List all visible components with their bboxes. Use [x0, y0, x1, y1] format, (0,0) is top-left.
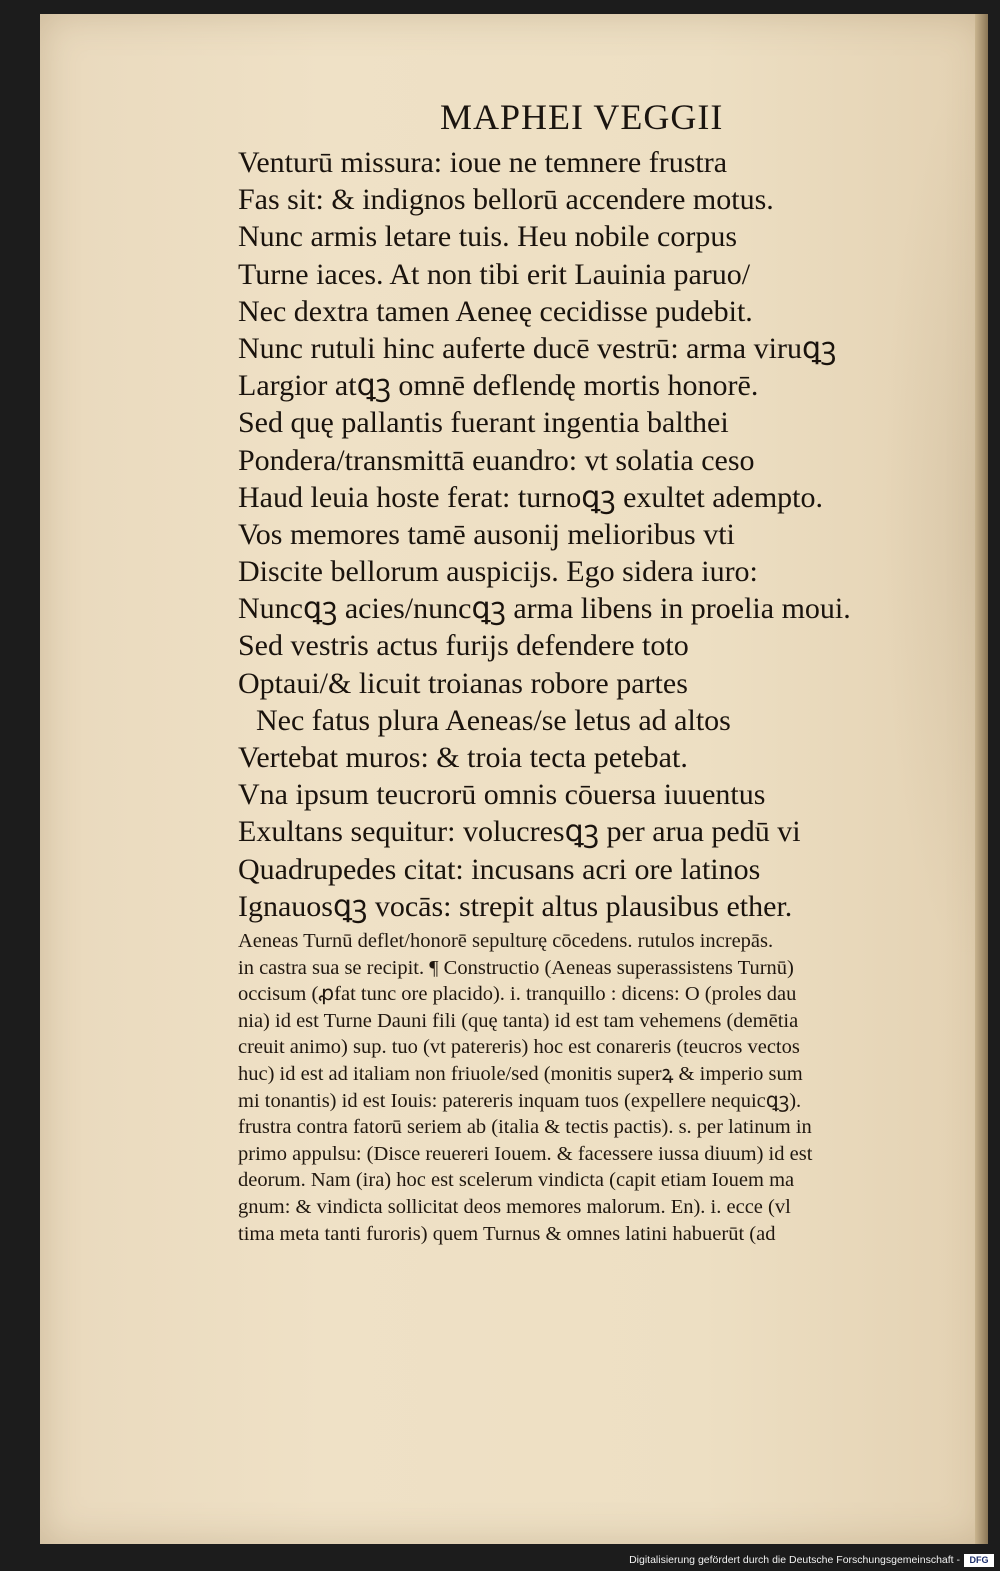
commentary-line: primo appulsu: (Disce reuereri Iouem. & facessere iussa diuum) id est — [238, 1142, 813, 1165]
commentary-line: frustra contra fatorū seriem ab (italia & tectis pactis). s. per latinum in — [238, 1116, 812, 1139]
commentary-line: mi tonantis) id est Iouis: patereris inquam tuos (expellere nequicꝗꝫ). — [238, 1089, 802, 1112]
verse-line: Sed quę pallantis fuerant ingentia balthei — [238, 406, 729, 440]
page-edge — [975, 14, 988, 1544]
commentary-line: deorum. Nam (ira) hoc est scelerum vindicta (capit etiam Iouem ma — [238, 1169, 795, 1192]
verse-line: Ignauosꝗꝫ vocās: strepit altus plausibus ether. — [238, 889, 793, 923]
verse-line: Quadrupedes citat: incusans acri ore latinos — [238, 852, 761, 886]
verse-line: Haud leuia hoste ferat: turnoꝗꝫ exultet adempto. — [238, 480, 824, 514]
verse-text-block — [238, 144, 938, 925]
dfg-logo: DFG — [964, 1554, 994, 1567]
commentary-line: gnum: & vindicta sollicitat deos memores malorum. En). i. ecce (vl — [238, 1195, 791, 1218]
verse-line: Vna ipsum teucrorū omnis cōuersa iuuentus — [238, 778, 766, 812]
verse-line: Exultans sequitur: volucresꝗꝫ per arua pedū vi — [238, 815, 801, 849]
commentary-line: Aeneas Turnū deflet/honorē sepulturę cōcedens. rutulos increpās. — [238, 930, 774, 952]
verse-line: Vertebat muros: & troia tecta petebat. — [238, 741, 688, 774]
verse-line: Sed vestris actus furijs defendere toto — [238, 629, 689, 663]
running-head: MAPHEI VEGGII — [440, 97, 724, 137]
verse-line: Pondera/transmittā euandro: vt solatia ceso — [238, 443, 755, 477]
verse-line: Nec dextra tamen Aeneę cecidisse pudebit. — [238, 294, 753, 328]
commentary-text-block — [238, 928, 958, 1247]
verse-line: Optaui/& licuit troianas robore partes — [238, 666, 688, 700]
commentary-line: in castra sua se recipit. ¶ Constructio (Aeneas superassistens Turnū) — [238, 956, 794, 979]
commentary-line: creuit animo) sup. tuo (vt patereris) hoc est conareris (teucros vectos — [238, 1036, 800, 1059]
verse-line: Vos memores tamē ausonij melioribus vti — [238, 517, 735, 551]
commentary-line: tima meta tanti furoris) quem Turnus & omnes latini habuerūt (ad — [238, 1222, 776, 1245]
verse-line: Largior atꝗꝫ omnē deflendę mortis honorē. — [238, 369, 759, 403]
verse-line: Nec fatus plura Aeneas/se letus ad altos — [256, 703, 731, 737]
commentary-line: occisum (ꝓfat tunc ore placido). i. tranquillo : dicens: O (proles dau — [238, 983, 797, 1006]
verse-line: Discite bellorum auspicijs. Ego sidera iuro: — [238, 555, 758, 589]
commentary-line: nia) id est Turne Dauni fili (quę tanta) id est tam vehemens (demētia — [238, 1009, 799, 1032]
verse-line: Turne iaces. At non tibi erit Lauinia paruo/ — [238, 257, 751, 291]
verse-line: Nunc rutuli hinc auferte ducē vestrū: arma viruꝗꝫ — [238, 331, 837, 365]
digitization-credit: Digitalisierung gefördert durch die Deutsche Forschungsgemeinschaft - — [629, 1554, 960, 1566]
verse-line: Fas sit: & indignos bellorū accendere motus. — [238, 183, 774, 217]
commentary-line: huc) id est ad italiam non friuole/sed (monitis superꝝ & imperio sum — [238, 1062, 803, 1085]
verse-line: Nuncꝗꝫ acies/nuncꝗꝫ arma libens in proelia moui. — [238, 592, 851, 626]
verse-line: Nunc armis letare tuis. Heu nobile corpus — [238, 220, 738, 254]
verse-line: Venturū missura: ioue ne temnere frustra — [238, 146, 728, 179]
